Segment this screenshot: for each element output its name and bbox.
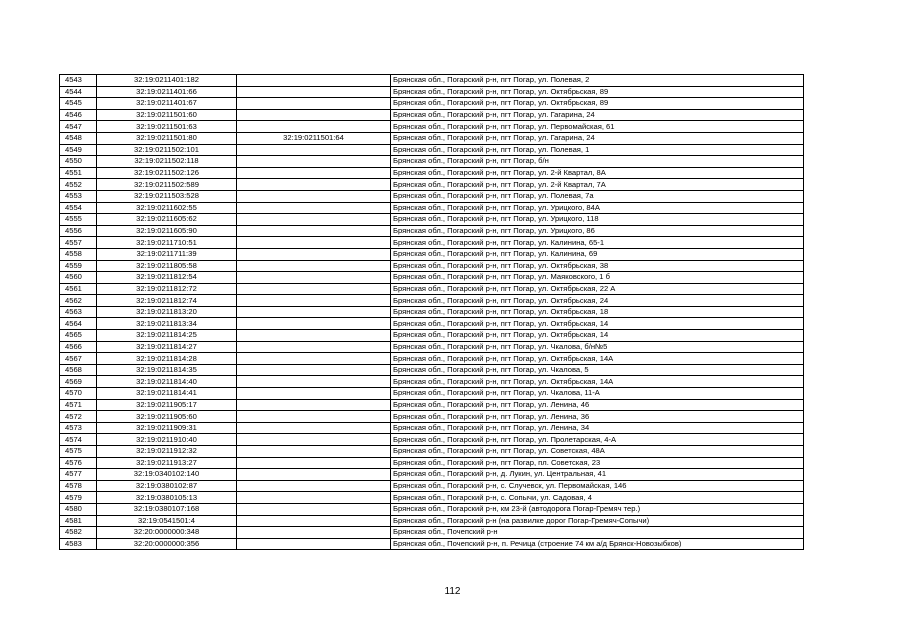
table-row: [60, 75, 804, 87]
table-row: [60, 283, 804, 295]
related-cadastral-number-cell: [237, 295, 391, 307]
related-cadastral-number-cell: [237, 446, 391, 458]
table-row: [60, 538, 804, 550]
cadastral-number-cell: 32:19:0211812:74: [97, 295, 237, 307]
table-row: [60, 515, 804, 527]
cadastral-number-cell: 32:19:0211812:54: [97, 272, 237, 284]
cadastral-number-cell: 32:19:0211501:60: [97, 109, 237, 121]
row-number-cell: 4562: [60, 295, 97, 307]
related-cadastral-number-cell: [237, 202, 391, 214]
related-cadastral-number-cell: [237, 434, 391, 446]
related-cadastral-number-cell: [237, 353, 391, 365]
address-cell: Брянская обл., Погарский р-н, пгт Погар, ул. 2-й Квартал, 7А: [391, 179, 804, 191]
row-number-cell: 4559: [60, 260, 97, 272]
row-number-cell: 4567: [60, 353, 97, 365]
cadastral-number-cell: 32:19:0211502:101: [97, 144, 237, 156]
table-row: [60, 237, 804, 249]
cadastral-number-cell: 32:19:0541501:4: [97, 515, 237, 527]
related-cadastral-number-cell: [237, 86, 391, 98]
row-number-cell: 4577: [60, 469, 97, 481]
address-cell: Брянская обл., Погарский р-н (на развилке дорог Погар-Гремяч-Сопычи): [391, 515, 804, 527]
row-number-cell: 4574: [60, 434, 97, 446]
row-number-cell: 4581: [60, 515, 97, 527]
address-cell: Брянская обл., Погарский р-н, пгт Погар, ул. Маяковского, 1 б: [391, 272, 804, 284]
address-cell: Брянская обл., Погарский р-н, пгт Погар, ул. Октябрьская, 14: [391, 330, 804, 342]
table-row: [60, 156, 804, 168]
related-cadastral-number-cell: [237, 422, 391, 434]
table-row: [60, 214, 804, 226]
related-cadastral-number-cell: [237, 248, 391, 260]
cadastral-number-cell: 32:19:0211710:51: [97, 237, 237, 249]
related-cadastral-number-cell: [237, 515, 391, 527]
table-row: [60, 422, 804, 434]
table-row: [60, 330, 804, 342]
table-row: [60, 446, 804, 458]
related-cadastral-number-cell: [237, 411, 391, 423]
address-cell: Брянская обл., Погарский р-н, пгт Погар, ул. Октябрьская, 89: [391, 86, 804, 98]
address-cell: Брянская обл., Погарский р-н, пгт Погар, ул. Ленина, 46: [391, 399, 804, 411]
row-number-cell: 4563: [60, 306, 97, 318]
table-row: [60, 457, 804, 469]
cadastral-number-cell: 32:19:0211812:72: [97, 283, 237, 295]
table-row: [60, 272, 804, 284]
row-number-cell: 4551: [60, 167, 97, 179]
address-cell: Брянская обл., Погарский р-н, пгт Погар, ул. Чкалова, 5: [391, 364, 804, 376]
cadastral-number-cell: 32:19:0211501:63: [97, 121, 237, 133]
related-cadastral-number-cell: [237, 237, 391, 249]
cadastral-number-cell: 32:19:0211912:32: [97, 446, 237, 458]
row-number-cell: 4572: [60, 411, 97, 423]
row-number-cell: 4571: [60, 399, 97, 411]
related-cadastral-number-cell: [237, 109, 391, 121]
table-row: [60, 399, 804, 411]
row-number-cell: 4548: [60, 132, 97, 144]
table-row: [60, 179, 804, 191]
cadastral-number-cell: 32:19:0211401:66: [97, 86, 237, 98]
row-number-cell: 4564: [60, 318, 97, 330]
cadastral-number-cell: 32:19:0211503:528: [97, 190, 237, 202]
row-number-cell: 4576: [60, 457, 97, 469]
address-cell: Брянская обл., Погарский р-н, пгт Погар, ул. Гагарина, 24: [391, 132, 804, 144]
address-cell: Брянская обл., Погарский р-н, с. Сопычи, ул. Садовая, 4: [391, 492, 804, 504]
related-cadastral-number-cell: [237, 399, 391, 411]
related-cadastral-number-cell: [237, 98, 391, 110]
row-number-cell: 4566: [60, 341, 97, 353]
cadastral-number-cell: 32:19:0211909:31: [97, 422, 237, 434]
related-cadastral-number-cell: [237, 272, 391, 284]
table-row: [60, 388, 804, 400]
address-cell: Брянская обл., Погарский р-н, пгт Погар, ул. Урицкого, 118: [391, 214, 804, 226]
address-cell: Брянская обл., Погарский р-н, пгт Погар, ул. Пролетарская, 4-А: [391, 434, 804, 446]
cadastral-number-cell: 32:19:0211814:25: [97, 330, 237, 342]
cadastral-number-cell: 32:19:0380107:168: [97, 503, 237, 515]
table-row: [60, 109, 804, 121]
related-cadastral-number-cell: [237, 376, 391, 388]
address-cell: Брянская обл., Погарский р-н, пгт Погар, ул. Октябрьская, 38: [391, 260, 804, 272]
address-cell: Брянская обл., Погарский р-н, пгт Погар, ул. Полевая, 1: [391, 144, 804, 156]
cadastral-number-cell: 32:19:0211905:17: [97, 399, 237, 411]
related-cadastral-number-cell: [237, 156, 391, 168]
address-cell: Брянская обл., Погарский р-н, пгт Погар, ул. Октябрьская, 14А: [391, 376, 804, 388]
table-row: [60, 411, 804, 423]
related-cadastral-number-cell: [237, 364, 391, 376]
related-cadastral-number-cell: [237, 457, 391, 469]
cadastral-number-cell: 32:19:0211814:40: [97, 376, 237, 388]
related-cadastral-number-cell: [237, 341, 391, 353]
related-cadastral-number-cell: [237, 121, 391, 133]
address-cell: Брянская обл., Погарский р-н, пгт Погар, ул. Октябрьская, 22 А: [391, 283, 804, 295]
row-number-cell: 4554: [60, 202, 97, 214]
address-cell: Брянская обл., Почепский р-н, п. Речица (строение 74 км а/д Брянск-Новозыбков): [391, 538, 804, 550]
address-cell: Брянская обл., Погарский р-н, пгт Погар, ул. Ленина, 36: [391, 411, 804, 423]
row-number-cell: 4579: [60, 492, 97, 504]
address-cell: Брянская обл., Погарский р-н, с. Случевск, ул. Первомайская, 146: [391, 480, 804, 492]
table-row: [60, 376, 804, 388]
table-row: [60, 295, 804, 307]
address-cell: Брянская обл., Погарский р-н, пгт Погар, ул. Калинина, 69: [391, 248, 804, 260]
row-number-cell: 4569: [60, 376, 97, 388]
cadastral-number-cell: 32:19:0211913:27: [97, 457, 237, 469]
cadastral-number-cell: 32:19:0211401:67: [97, 98, 237, 110]
address-cell: Брянская обл., Почепский р-н: [391, 527, 804, 539]
address-cell: Брянская обл., Погарский р-н, пгт Погар, ул. Октябрьская, 18: [391, 306, 804, 318]
cadastral-number-cell: 32:19:0211502:126: [97, 167, 237, 179]
related-cadastral-number-cell: 32:19:0211501:64: [237, 132, 391, 144]
address-cell: Брянская обл., Погарский р-н, пгт Погар, ул. Чкалова, б/н№5: [391, 341, 804, 353]
address-cell: Брянская обл., Погарский р-н, пгт Погар, ул. Октябрьская, 24: [391, 295, 804, 307]
row-number-cell: 4568: [60, 364, 97, 376]
table-row: [60, 190, 804, 202]
related-cadastral-number-cell: [237, 330, 391, 342]
cadastral-number-cell: 32:19:0380102:87: [97, 480, 237, 492]
cadastral-number-cell: 32:19:0380105:13: [97, 492, 237, 504]
cadastral-number-cell: 32:20:0000000:348: [97, 527, 237, 539]
cadastral-number-cell: 32:19:0211814:41: [97, 388, 237, 400]
cadastral-number-cell: 32:19:0211501:80: [97, 132, 237, 144]
address-cell: Брянская обл., Погарский р-н, пгт Погар, ул. Калинина, 65-1: [391, 237, 804, 249]
address-cell: Брянская обл., Погарский р-н, пгт Погар, ул. Советская, 48А: [391, 446, 804, 458]
row-number-cell: 4547: [60, 121, 97, 133]
address-cell: Брянская обл., Погарский р-н, пгт Погар, ул. Октябрьская, 14: [391, 318, 804, 330]
related-cadastral-number-cell: [237, 190, 391, 202]
table-row: [60, 318, 804, 330]
cadastral-number-cell: 32:19:0211502:118: [97, 156, 237, 168]
table-row: [60, 353, 804, 365]
row-number-cell: 4578: [60, 480, 97, 492]
table-row: [60, 260, 804, 272]
table-row: [60, 132, 804, 144]
row-number-cell: 4580: [60, 503, 97, 515]
cadastral-number-cell: 32:19:0340102:140: [97, 469, 237, 481]
table-row: [60, 86, 804, 98]
address-cell: Брянская обл., Погарский р-н, пгт Погар, ул. 2-й Квартал, 8А: [391, 167, 804, 179]
row-number-cell: 4546: [60, 109, 97, 121]
row-number-cell: 4565: [60, 330, 97, 342]
page-number: 112: [444, 586, 461, 597]
table-row: [60, 121, 804, 133]
table-row: [60, 98, 804, 110]
row-number-cell: 4552: [60, 179, 97, 191]
related-cadastral-number-cell: [237, 283, 391, 295]
address-cell: Брянская обл., Погарский р-н, пгт Погар, ул. Первомайская, 61: [391, 121, 804, 133]
address-cell: Брянская обл., Погарский р-н, пгт Погар, б/н: [391, 156, 804, 168]
cadastral-number-cell: 32:19:0211605:62: [97, 214, 237, 226]
related-cadastral-number-cell: [237, 306, 391, 318]
address-cell: Брянская обл., Погарский р-н, пгт Погар, ул. Ленина, 34: [391, 422, 804, 434]
cadastral-number-cell: 32:19:0211813:20: [97, 306, 237, 318]
registry-table: [59, 74, 804, 550]
related-cadastral-number-cell: [237, 480, 391, 492]
address-cell: Брянская обл., Погарский р-н, пгт Погар, ул. Октябрьская, 14А: [391, 353, 804, 365]
address-cell: Брянская обл., Погарский р-н, пгт Погар, ул. Урицкого, 86: [391, 225, 804, 237]
related-cadastral-number-cell: [237, 75, 391, 87]
row-number-cell: 4545: [60, 98, 97, 110]
row-number-cell: 4583: [60, 538, 97, 550]
row-number-cell: 4570: [60, 388, 97, 400]
table-row: [60, 434, 804, 446]
table-row: [60, 364, 804, 376]
related-cadastral-number-cell: [237, 538, 391, 550]
address-cell: Брянская обл., Погарский р-н, д. Лукин, ул. Центральная, 41: [391, 469, 804, 481]
related-cadastral-number-cell: [237, 260, 391, 272]
table-row: [60, 469, 804, 481]
row-number-cell: 4550: [60, 156, 97, 168]
related-cadastral-number-cell: [237, 144, 391, 156]
row-number-cell: 4575: [60, 446, 97, 458]
table-row: [60, 480, 804, 492]
row-number-cell: 4544: [60, 86, 97, 98]
cadastral-number-cell: 32:19:0211502:589: [97, 179, 237, 191]
row-number-cell: 4557: [60, 237, 97, 249]
address-cell: Брянская обл., Погарский р-н, пгт Погар, ул. Гагарина, 24: [391, 109, 804, 121]
related-cadastral-number-cell: [237, 388, 391, 400]
cadastral-number-cell: 32:19:0211910:40: [97, 434, 237, 446]
related-cadastral-number-cell: [237, 214, 391, 226]
cadastral-number-cell: 32:19:0211905:60: [97, 411, 237, 423]
related-cadastral-number-cell: [237, 225, 391, 237]
table-row: [60, 225, 804, 237]
related-cadastral-number-cell: [237, 318, 391, 330]
cadastral-number-cell: 32:19:0211605:90: [97, 225, 237, 237]
related-cadastral-number-cell: [237, 527, 391, 539]
cadastral-number-cell: 32:19:0211814:35: [97, 364, 237, 376]
row-number-cell: 4549: [60, 144, 97, 156]
cadastral-number-cell: 32:19:0211805:58: [97, 260, 237, 272]
row-number-cell: 4558: [60, 248, 97, 260]
row-number-cell: 4582: [60, 527, 97, 539]
table-row: [60, 341, 804, 353]
address-cell: Брянская обл., Погарский р-н, пгт Погар, ул. Полевая, 7а: [391, 190, 804, 202]
row-number-cell: 4553: [60, 190, 97, 202]
related-cadastral-number-cell: [237, 469, 391, 481]
table-row: [60, 503, 804, 515]
cadastral-number-cell: 32:19:0211814:27: [97, 341, 237, 353]
cadastral-number-cell: 32:20:0000000:356: [97, 538, 237, 550]
table-row: [60, 248, 804, 260]
row-number-cell: 4555: [60, 214, 97, 226]
related-cadastral-number-cell: [237, 492, 391, 504]
table-row: [60, 144, 804, 156]
row-number-cell: 4573: [60, 422, 97, 434]
cadastral-number-cell: 32:19:0211711:39: [97, 248, 237, 260]
row-number-cell: 4556: [60, 225, 97, 237]
cadastral-number-cell: 32:19:0211602:55: [97, 202, 237, 214]
registry-table-body: [60, 75, 804, 550]
row-number-cell: 4543: [60, 75, 97, 87]
table-row: [60, 306, 804, 318]
address-cell: Брянская обл., Погарский р-н, пгт Погар, ул. Чкалова, 11-А: [391, 388, 804, 400]
row-number-cell: 4561: [60, 283, 97, 295]
address-cell: Брянская обл., Погарский р-н, км 23-й (автодорога Погар-Гремяч тер.): [391, 503, 804, 515]
address-cell: Брянская обл., Погарский р-н, пгт Погар, ул. Октябрьская, 89: [391, 98, 804, 110]
table-row: [60, 492, 804, 504]
related-cadastral-number-cell: [237, 503, 391, 515]
address-cell: Брянская обл., Погарский р-н, пгт Погар, ул. Урицкого, 84А: [391, 202, 804, 214]
address-cell: Брянская обл., Погарский р-н, пгт Погар, пл. Советская, 23: [391, 457, 804, 469]
address-cell: Брянская обл., Погарский р-н, пгт Погар, ул. Полевая, 2: [391, 75, 804, 87]
cadastral-number-cell: 32:19:0211814:28: [97, 353, 237, 365]
table-row: [60, 527, 804, 539]
cadastral-number-cell: 32:19:0211813:34: [97, 318, 237, 330]
table-row: [60, 167, 804, 179]
cadastral-number-cell: 32:19:0211401:182: [97, 75, 237, 87]
table-row: [60, 202, 804, 214]
related-cadastral-number-cell: [237, 167, 391, 179]
row-number-cell: 4560: [60, 272, 97, 284]
related-cadastral-number-cell: [237, 179, 391, 191]
